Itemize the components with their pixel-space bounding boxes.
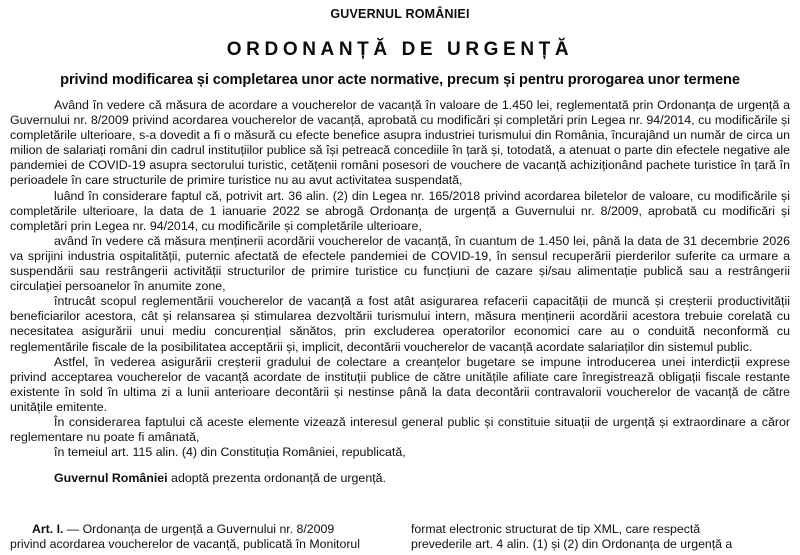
preamble-paragraph: În considerarea faptului că aceste elemente vizează interesul general public și constituie situații de urgență și extraordinare a căror reglementare nu poate fi amânată, [10, 414, 790, 445]
two-column-body [10, 522, 790, 551]
preamble-paragraph: în temeiul art. 115 alin. (4) din Constituția României, republicată, [54, 445, 406, 460]
preamble-paragraph: întrucât scopul reglementării voucherelor de vacanță a fost atât asigurarea refacerii capacității de muncă și creșterii productivității beneficiarilor acestora, cât și relansarea și stimularea dezvoltării turismului intern, măsura menținerii acordării acestora trebuie corelată cu necesitatea asigurării unui mediu concurențial sănătos, prin excluderea operatorilor economici care au o conduită neconformă cu reglementările fiscale de la posibilitatea acceptării și, implicit, decontării voucherelor de vacanță acordate salariaților din sistemul public. [10, 294, 790, 354]
right-column-continuation: prevederile art. 4 alin. (1) și (2) din Ordonanța de urgență a [411, 536, 733, 551]
article-label: Art. I. [32, 522, 64, 536]
preamble-paragraph: având în vedere că măsura menținerii acordării voucherelor de vacanță, în cuantum de 1.450 lei, până la data de 31 decembrie 2026 va sprijini industria ospitalității, puternic afectată de efectele pandemiei de COVID-19, în sensul recuperării pierderilor suferite ca urmare a suspendării sau restrângerii activității structurilor de primire turistice cu funcțiuni de cazare și/sau alimentație publică sau a restrângerii circulației persoanelor în anumite zone, [10, 233, 790, 294]
right-column-line: format electronic structurat de tip XML, care respectă [411, 522, 701, 536]
preamble-section [0, 98, 800, 486]
body-column-left [10, 522, 389, 551]
article-text: Ordonanța de urgență a Guvernului nr. 8/2009 [82, 522, 335, 536]
preamble-paragraph: Având în vedere că măsura de acordare a voucherelor de vacanță în valoare de 1.450 lei, reglementată prin Ordonanța de urgență a Guvernului nr. 8/2009 privind acordarea voucherelor de vacanță, aprobată cu modificări și completări prin Legea nr. 94/2014, cu modificările și completările ulterioare, s-a dovedit a fi o măsură cu efecte benefice asupra industriei turismului din România, încurajând un număr de circa un milion de salariați români din cadrul instituțiilor publice să își petreacă concediile în țară și, totodată, a atenuat o parte din efectele negative ale pandemiei de COVID-19 asupra sectorului turistic, cetățenii români posesori de vouchere de vacanță achiziționând pachete turistice în țară în perioadele în care structurile de primire turistice nu au avut activitatea suspendată, [10, 98, 790, 188]
adoption-statement [10, 460, 790, 486]
article-continuation: privind acordarea voucherelor de vacanță, publicată în Monitorul [10, 536, 360, 551]
document-subtitle: privind modificarea și completarea unor acte normative, precum și pentru prorogarea unor termene [60, 72, 740, 88]
adoption-text: adoptă prezenta ordonanță de urgență. [167, 471, 386, 486]
preamble-paragraph: Astfel, în vederea asigurării creșterii gradului de colectare a creanțelor bugetare se impune introducerea unei interdicții exprese privind acceptarea voucherelor de vacanță acordate de instituții publice de către unitățile afiliate care înregistrează obligații fiscale restante existente în sold în ultima zi a lunii anterioare decontării și nestinse până la data decontării contravalorii voucherelor de vacanță de către unitățile emitente. [10, 354, 790, 414]
government-heading: GUVERNUL ROMÂNIEI [330, 7, 470, 21]
adoption-authority: Guvernul României [54, 471, 168, 486]
preamble-paragraph: luând în considerare faptul că, potrivit art. 36 alin. (2) din Legea nr. 165/2018 privind acordarea biletelor de valoare, cu modificările și completările ulterioare, la data de 1 ianuarie 2022 se abrogă Ordonanța de urgență a Guvernului nr. 8/2009, aprobată cu modificări și completări prin Legea nr. 94/2014, cu modificările și completările ulterioare, [10, 188, 790, 233]
body-column-right [411, 522, 790, 551]
article-dash: — [63, 522, 83, 536]
document-title: ORDONANȚĂ DE URGENȚĂ [226, 39, 574, 60]
article-heading [10, 522, 389, 537]
